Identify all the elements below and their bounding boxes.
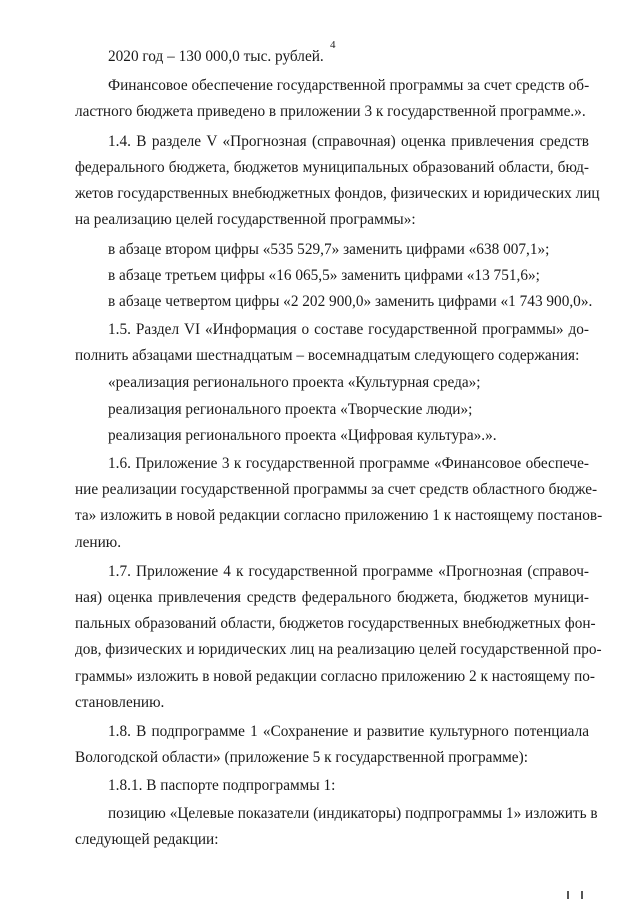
text-line: полнить абзацами шестнадцатым – восемнадцатым следующего содержания: — [75, 347, 580, 364]
text-line: 2020 год – 130 000,0 тыс. рублей. — [108, 48, 324, 65]
text-line: на реализацию целей государственной программы»: — [75, 211, 416, 228]
text-line: 1.7. Приложение 4 к государственной программе «Прогнозная (справоч- — [108, 563, 589, 580]
text-line: федерального бюджета, бюджетов муниципальных образований области, бюд- — [75, 159, 589, 176]
text-line: 1.8. В подпрограмме 1 «Сохранение и развитие культурного потенциала — [108, 723, 589, 740]
text-line: жетов государственных внебюджетных фондов, физических и юридических лиц — [75, 185, 600, 202]
text-line: реализация регионального проекта «Творческие люди»; — [108, 401, 473, 418]
text-line: становлению. — [75, 694, 165, 711]
text-line: дов, физических и юридических лиц на реализацию целей государственной про- — [75, 641, 602, 658]
text-line: 1.6. Приложение 3 к государственной программе «Финансовое обеспече- — [108, 455, 589, 472]
text-line: следующей редакции: — [75, 831, 219, 848]
text-line: ластного бюджета приведено в приложении 3 к государственной программе.». — [75, 103, 586, 120]
text-line: реализация регионального проекта «Цифровая культура».». — [108, 427, 497, 444]
text-line: позицию «Целевые показатели (индикаторы) подпрограммы 1» изложить в — [108, 805, 598, 822]
text-line: пальных образований области, бюджетов государственных внебюджетных фон- — [75, 615, 596, 632]
text-line: граммы» изложить в новой редакции согласно приложению 2 к настоящему по- — [75, 668, 596, 685]
text-line: «реализация регионального проекта «Культурная среда»; — [108, 374, 481, 391]
text-line: в абзаце третьем цифры «16 065,5» заменить цифрами «13 751,6»; — [108, 267, 540, 284]
text-line: ная) оценка привлечения средств федерального бюджета, бюджетов муници- — [75, 589, 589, 606]
scan-mark — [567, 891, 569, 899]
text-line: 1.4. В разделе V «Прогнозная (справочная) оценка привлечения средств — [108, 133, 589, 150]
page-number: 4 — [330, 39, 336, 51]
text-line: Вологодской области» (приложение 5 к государственной программе): — [75, 749, 528, 766]
text-line: 1.5. Раздел VI «Информация о составе государственной программы» до- — [108, 321, 589, 338]
text-line: лению. — [75, 534, 122, 551]
text-line: в абзаце втором цифры «535 529,7» заменить цифрами «638 007,1»; — [108, 241, 550, 258]
text-line: 1.8.1. В паспорте подпрограммы 1: — [108, 777, 336, 794]
text-line: та» изложить в новой редакции согласно приложению 1 к настоящему постанов- — [75, 507, 603, 524]
text-line: ние реализации государственной программы за счет средств областного бюдже- — [75, 481, 598, 498]
text-line: Финансовое обеспечение государственной программы за счет средств об- — [108, 77, 590, 94]
text-line: в абзаце четвертом цифры «2 202 900,0» заменить цифрами «1 743 900,0». — [108, 293, 593, 310]
scan-mark — [581, 891, 583, 899]
